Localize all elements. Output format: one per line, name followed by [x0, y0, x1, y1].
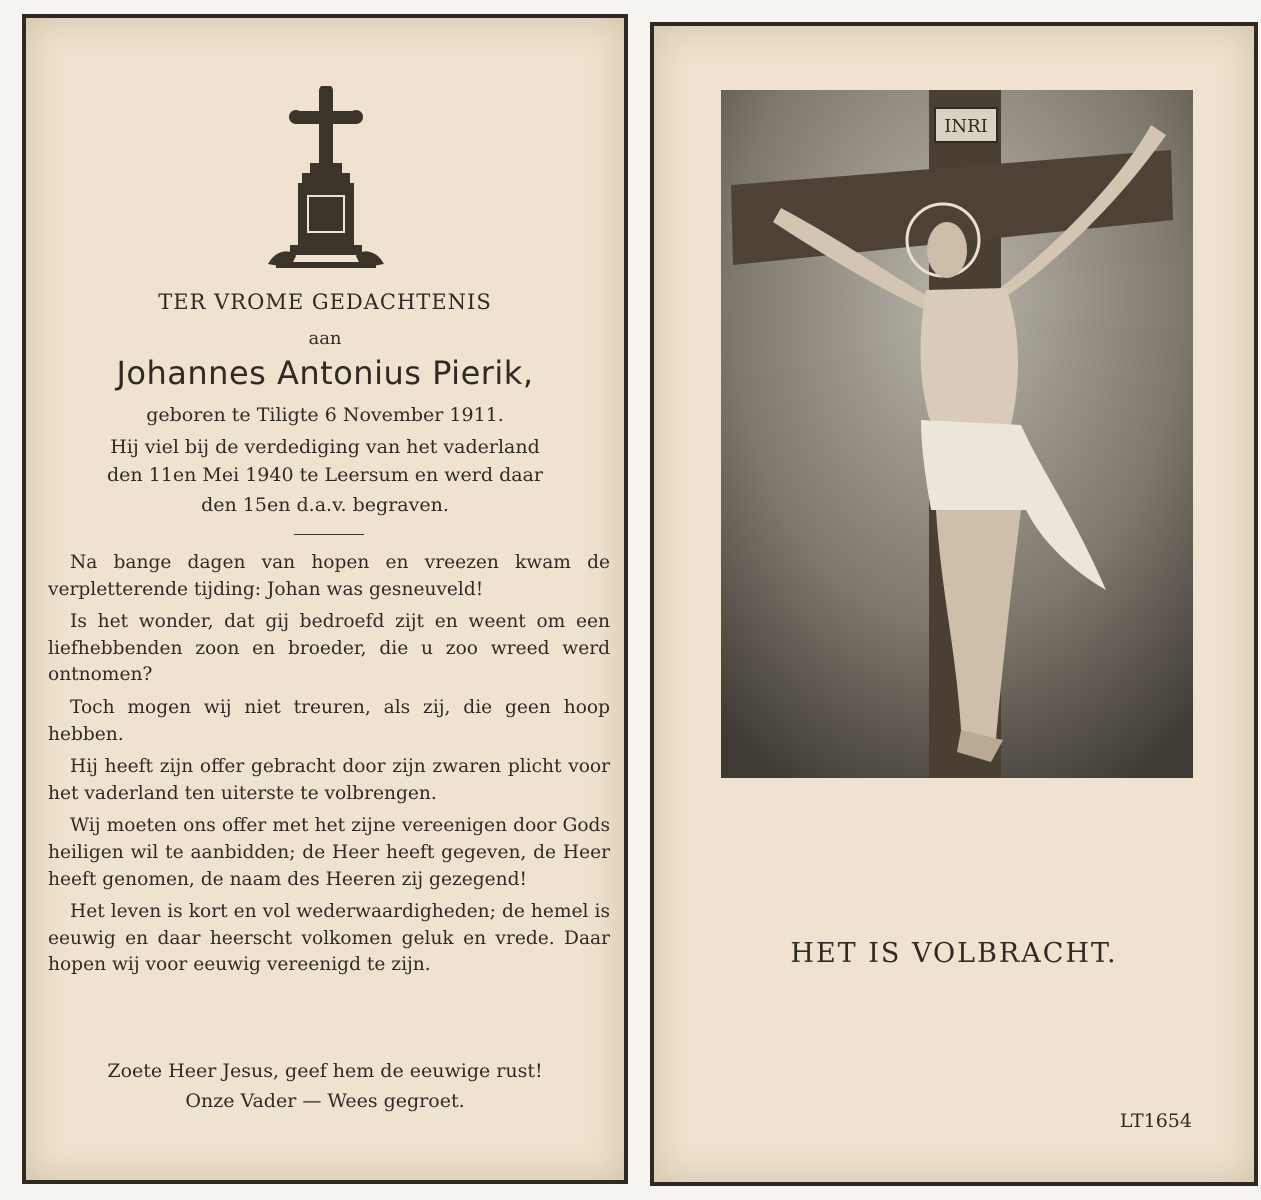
memorial-paragraph: Hij heeft zijn offer gebracht door zijn zwaren plicht voor het vaderland ten uiterste te volbrengen.: [48, 756, 610, 804]
dedication-word: aan: [308, 328, 342, 349]
memorial-paragraph: Is het wonder, dat gij bedroefd zijt en weent om een liefhebbenden zoon en broeder, die u zoo wreed werd ontnomen?: [48, 611, 610, 686]
memorial-heading: TER VROME GEDACHTENIS: [158, 290, 492, 314]
closing-prayer: Zoete Heer Jesus, geef hem de eeuwige rust!: [107, 1060, 543, 1082]
motto-text: HET IS VOLBRACHT.: [790, 938, 1118, 969]
memorial-card-text-side: [22, 14, 628, 1184]
death-line-1: Hij viel bij de verdediging van het vaderland: [110, 436, 540, 458]
memorial-paragraph: Het leven is kort en vol wederwaardigheden; de hemel is eeuwig en daar heerscht volkomen geluk en vrede. Daar hopen wij voor eeuwig vereenigd te zijn.: [48, 901, 610, 976]
death-line-3: den 15en d.a.v. begraven.: [201, 494, 449, 516]
crucifixion-image: [721, 90, 1193, 778]
memorial-paragraph: Wij moeten ons offer met het zijne vereenigen door Gods heiligen wil te aanbidden; de Heer heeft gegeven, de Heer heeft genomen, de naam des Heeren zij gezegend!: [48, 815, 610, 890]
memorial-text: [48, 550, 610, 985]
birth-line: geboren te Tiligte 6 November 1911.: [146, 404, 504, 426]
divider: [294, 534, 364, 535]
memorial-paragraph: Toch mogen wij niet treuren, als zij, die geen hoop hebben.: [48, 696, 610, 745]
closing-prayers: Onze Vader — Wees gegroet.: [185, 1090, 465, 1112]
crucifix-icon: [721, 90, 1193, 778]
cross-on-pedestal-icon: [266, 86, 386, 276]
print-code: LT1654: [1119, 1110, 1192, 1132]
inri-plaque-text: INRI: [944, 116, 988, 137]
memorial-card-image-side: [650, 22, 1258, 1186]
memorial-paragraph: Na bange dagen van hopen en vreezen kwam de verpletterende tijding: Johan was gesneuveld!: [48, 552, 610, 600]
deceased-name: Johannes Antonius Pierik,: [116, 354, 534, 392]
death-line-2: den 11en Mei 1940 te Leersum en werd daar: [107, 464, 543, 486]
